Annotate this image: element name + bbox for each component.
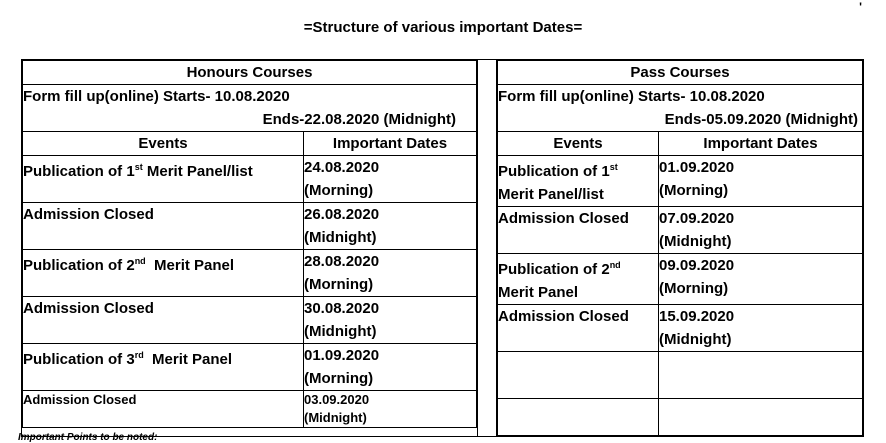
corner-mark: ' — [859, 0, 862, 14]
honours-col-dates: Important Dates — [304, 132, 477, 156]
date-cell: 28.08.2020 (Morning) — [304, 250, 477, 297]
date-cell: 15.09.2020 (Midnight) — [659, 305, 863, 352]
empty-cell — [498, 399, 659, 436]
event-cell: Admission Closed — [498, 207, 659, 254]
event-cell: Admission Closed — [23, 297, 304, 344]
table-row — [498, 305, 863, 352]
honours-col-events: Events — [23, 132, 304, 156]
table-row — [23, 344, 477, 391]
pass-heading: Pass Courses — [498, 61, 863, 85]
date-cell: 30.08.2020 (Midnight) — [304, 297, 477, 344]
date-cell: 03.09.2020 (Midnight) — [304, 391, 477, 428]
honours-heading: Honours Courses — [23, 61, 477, 85]
table-row — [498, 254, 863, 305]
table-row — [498, 207, 863, 254]
page-title: =Structure of various important Dates= — [303, 19, 583, 36]
date-cell: 01.09.2020 (Morning) — [659, 156, 863, 207]
pass-col-events: Events — [498, 132, 659, 156]
event-cell: Publication of 3rd Merit Panel — [23, 344, 304, 391]
date-cell: 01.09.2020 (Morning) — [304, 344, 477, 391]
table-row — [498, 399, 863, 436]
event-cell: Publication of 1st Merit Panel/list — [498, 156, 659, 207]
event-cell: Admission Closed — [23, 391, 304, 428]
pass-form-end: Ends-05.09.2020 (Midnight) — [498, 108, 863, 132]
date-cell: 07.09.2020 (Midnight) — [659, 207, 863, 254]
table-row — [23, 203, 477, 250]
table-row — [498, 352, 863, 399]
footer-note: Important Points to be noted: — [18, 432, 158, 443]
pass-table — [497, 60, 863, 436]
date-cell: 24.08.2020 (Morning) — [304, 156, 477, 203]
honours-form-end: Ends-22.08.2020 (Midnight) — [23, 108, 477, 132]
honours-section — [22, 60, 478, 437]
pass-section — [497, 60, 864, 437]
event-cell: Publication of 2nd Merit Panel — [23, 250, 304, 297]
empty-cell — [659, 399, 863, 436]
empty-cell — [498, 352, 659, 399]
table-row — [23, 156, 477, 203]
date-cell: 09.09.2020 (Morning) — [659, 254, 863, 305]
table-row — [23, 391, 477, 428]
date-cell: 26.08.2020 (Midnight) — [304, 203, 477, 250]
honours-table — [22, 60, 477, 428]
event-cell: Admission Closed — [498, 305, 659, 352]
pass-form-start: Form fill up(online) Starts- 10.08.2020 — [498, 85, 863, 109]
honours-form-start: Form fill up(online) Starts- 10.08.2020 — [23, 85, 477, 109]
table-row — [23, 250, 477, 297]
column-gap — [478, 60, 497, 437]
table-row — [23, 297, 477, 344]
event-cell: Admission Closed — [23, 203, 304, 250]
table-row — [498, 156, 863, 207]
empty-cell — [659, 352, 863, 399]
dates-structure-table — [21, 59, 864, 437]
pass-col-dates: Important Dates — [659, 132, 863, 156]
event-cell: Publication of 2nd Merit Panel — [498, 254, 659, 305]
event-cell: Publication of 1st Merit Panel/list — [23, 156, 304, 203]
